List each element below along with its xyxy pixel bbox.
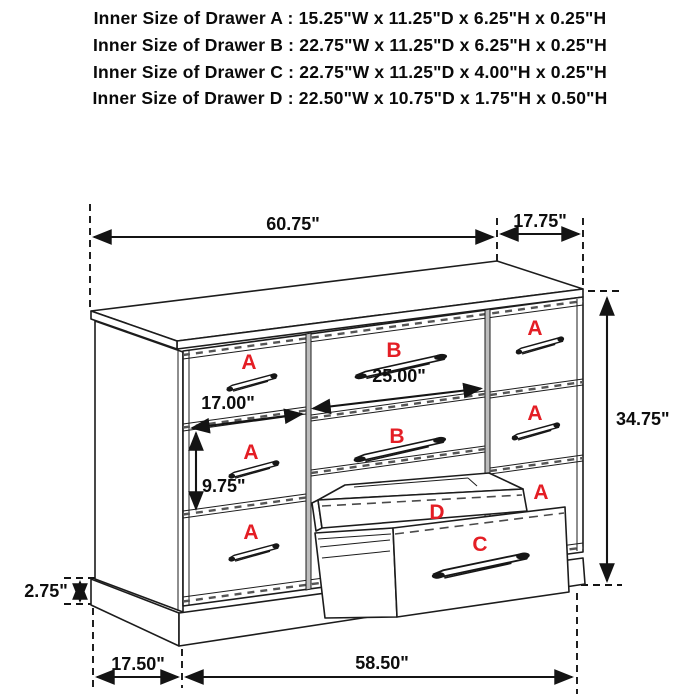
drawer-marker-c: C bbox=[472, 533, 488, 556]
dimension-base-depth bbox=[97, 654, 178, 677]
drawer-b-width-label: 25.00" bbox=[372, 366, 426, 386]
drawer-marker-a-left-top: A bbox=[241, 351, 257, 374]
base-width-label: 58.50" bbox=[355, 653, 409, 673]
drawer-marker-a-left-middle: A bbox=[243, 441, 259, 464]
top-depth-label: 17.75" bbox=[513, 211, 567, 231]
dimension-base-width bbox=[186, 653, 572, 677]
base-depth-label: 17.50" bbox=[111, 654, 165, 674]
drawer-marker-d: D bbox=[429, 501, 445, 524]
top-width-label: 60.75" bbox=[266, 214, 320, 234]
dimension-base-height bbox=[24, 581, 80, 601]
left-divider-post bbox=[306, 333, 311, 590]
left-side-panel bbox=[95, 321, 183, 612]
drawer-a-height-label: 9.75" bbox=[202, 476, 246, 496]
drawer-a-width-label: 17.00" bbox=[201, 393, 255, 413]
overall-height-label: 34.75" bbox=[616, 409, 670, 429]
dimension-top-width bbox=[94, 214, 493, 237]
dimension-top-depth bbox=[501, 211, 579, 234]
drawer-marker-b-middle: B bbox=[389, 425, 405, 448]
drawer-c-side-panel bbox=[315, 528, 397, 618]
drawer-marker-a-right-top: A bbox=[527, 317, 543, 340]
spec-line-drawer-a: Inner Size of Drawer A : 15.25"W x 11.25"D x 6.25"H x 0.25"H bbox=[93, 8, 607, 28]
spec-line-drawer-d: Inner Size of Drawer D : 22.50"W x 10.75"D x 1.75"H x 0.50"H bbox=[92, 88, 608, 109]
base-height-label: 2.75" bbox=[24, 581, 68, 601]
drawer-marker-b-top: B bbox=[386, 339, 402, 362]
spec-line-drawer-b: Inner Size of Drawer B : 22.75"W x 11.25"D x 6.25"H x 0.25"H bbox=[92, 34, 608, 55]
drawer-marker-a-right-bottom: A bbox=[533, 481, 549, 504]
dimension-overall-height bbox=[607, 298, 670, 581]
spec-line-drawer-c: Inner Size of Drawer C : 22.75"W x 11.25"D x 4.00"H x 0.25"H bbox=[92, 61, 608, 82]
drawer-marker-a-right-middle: A bbox=[527, 402, 543, 425]
drawer-marker-a-left-bottom: A bbox=[243, 521, 259, 544]
